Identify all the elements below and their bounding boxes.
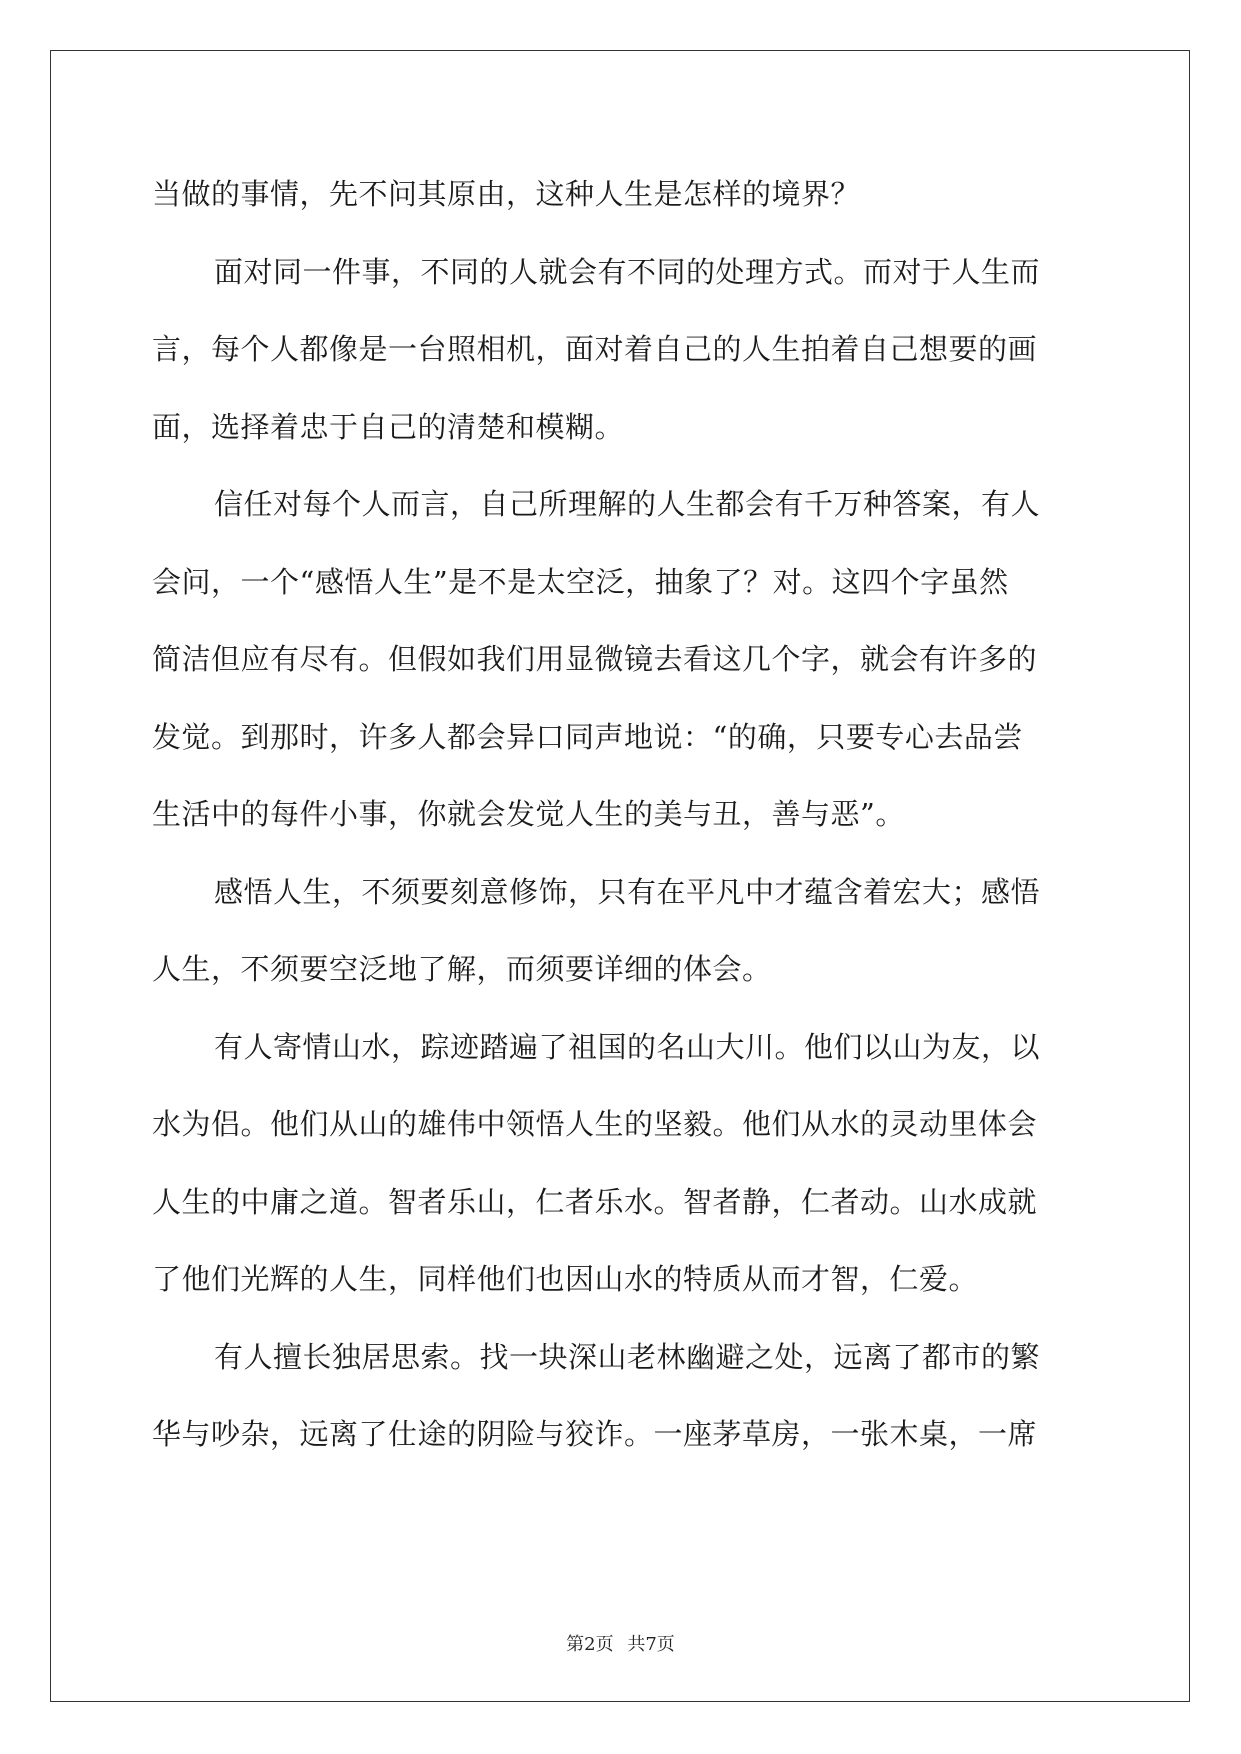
text-line: 当做的事情，先不问其原由，这种人生是怎样的境界？ <box>152 177 861 211</box>
text-line: 发觉。到那时，许多人都会异口同声地说：“的确，只要专心去品尝 <box>152 719 1023 754</box>
text-line: 生活中的每件小事，你就会发觉人生的美与丑，善与恶”。 <box>152 797 905 831</box>
text-line: 信任对每个人而言，自己所理解的人生都会有千万种答案，有人 <box>214 487 1041 521</box>
text-line: 面对同一件事，不同的人就会有不同的处理方式。而对于人生而 <box>214 254 1041 289</box>
text-line: 会问，一个“感悟人生”是不是太空泛，抽象了？对。这四个字虽然 <box>152 564 1009 599</box>
page-number: 第2页 <box>566 1634 614 1655</box>
text-line: 人生，不须要空泛地了解，而须要详细的体会。 <box>152 952 772 986</box>
text-line: 有人寄情山水，踪迹踏遍了祖国的名山大川。他们以山为友，以 <box>214 1029 1041 1064</box>
text-line: 言，每个人都像是一台照相机，面对着自己的人生拍着自己想要的画 <box>152 332 1038 366</box>
text-line: 简洁但应有尽有。但假如我们用显微镜去看这几个字，就会有许多的 <box>152 642 1038 676</box>
text-line: 了他们光辉的人生，同样他们也因山水的特质从而才智，仁爱。 <box>152 1262 979 1296</box>
text-line: 感悟人生，不须要刻意修饰，只有在平凡中才蕴含着宏大；感悟 <box>214 874 1041 909</box>
text-line: 面，选择着忠于自己的清楚和模糊。 <box>152 409 625 444</box>
text-line: 人生的中庸之道。智者乐山，仁者乐水。智者静，仁者动。山水成就 <box>152 1184 1038 1219</box>
page-total: 共7页 <box>627 1634 675 1655</box>
text-line: 华与吵杂，远离了仕途的阴险与狡诈。一座茅草房，一张木桌，一席 <box>152 1417 1038 1451</box>
text-line: 有人擅长独居思索。找一块深山老林幽避之处，远离了都市的繁 <box>214 1339 1041 1374</box>
document-body <box>152 156 1092 1474</box>
page-footer <box>0 1630 1241 1656</box>
text-line: 水为侣。他们从山的雄伟中领悟人生的坚毅。他们从水的灵动里体会 <box>152 1107 1038 1141</box>
